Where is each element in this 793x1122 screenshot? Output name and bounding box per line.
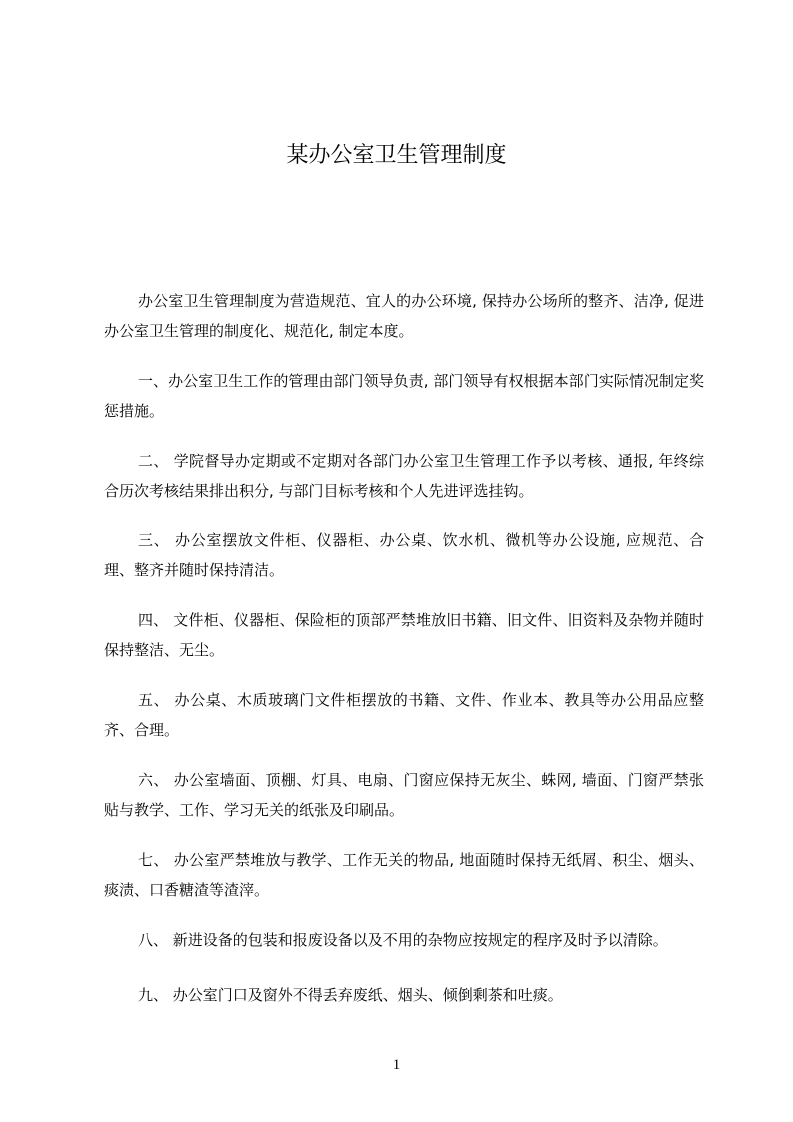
rule-paragraph-3: 三、 办公室摆放文件柜、仪器柜、办公桌、饮水机、微机等办公设施, 应规范、合理、整齐并随时保持清洁。 (104, 531, 704, 579)
rule-paragraph-5: 五、 办公桌、木质玻璃门文件柜摆放的书籍、文件、作业本、教具等办公用品应整齐、合理。 (104, 691, 704, 739)
rule-paragraph-8: 八、 新进设备的包装和报废设备以及不用的杂物应按规定的程序及时予以清除。 (138, 931, 668, 949)
intro-paragraph: 办公室卫生管理制度为营造规范、宜人的办公环境, 保持办公场所的整齐、洁净, 促进办公室卫生管理的制度化、规范化, 制定本度。 (104, 292, 704, 340)
document-title: 某办公室卫生管理制度 (286, 143, 507, 168)
rule-paragraph-9: 九、 办公室门口及窗外不得丢弃废纸、烟头、倾倒剩茶和吐痰。 (138, 986, 563, 1004)
page-number: 1 (392, 1057, 401, 1073)
rule-paragraph-2: 二、 学院督导办定期或不定期对各部门办公室卫生管理工作予以考核、通报, 年终综合历次考核结果排出积分, 与部门目标考核和个人先进评选挂钩。 (104, 452, 704, 500)
rule-paragraph-4: 四、 文件柜、仪器柜、保险柜的顶部严禁堆放旧书籍、旧文件、旧资料及杂物并随时保持整洁、无尘。 (104, 611, 704, 659)
rule-paragraph-6: 六、 办公室墙面、顶棚、灯具、电扇、门窗应保持无灰尘、蛛网, 墙面、门窗严禁张贴与教学、工作、学习无关的纸张及印刷品。 (104, 771, 704, 819)
rule-paragraph-1: 一、办公室卫生工作的管理由部门领导负责, 部门领导有权根据本部门实际情况制定奖惩措施。 (104, 372, 704, 420)
rule-paragraph-7: 七、 办公室严禁堆放与教学、工作无关的物品, 地面随时保持无纸屑、积尘、烟头、痰渍、口香糖渣等渣滓。 (104, 851, 704, 899)
